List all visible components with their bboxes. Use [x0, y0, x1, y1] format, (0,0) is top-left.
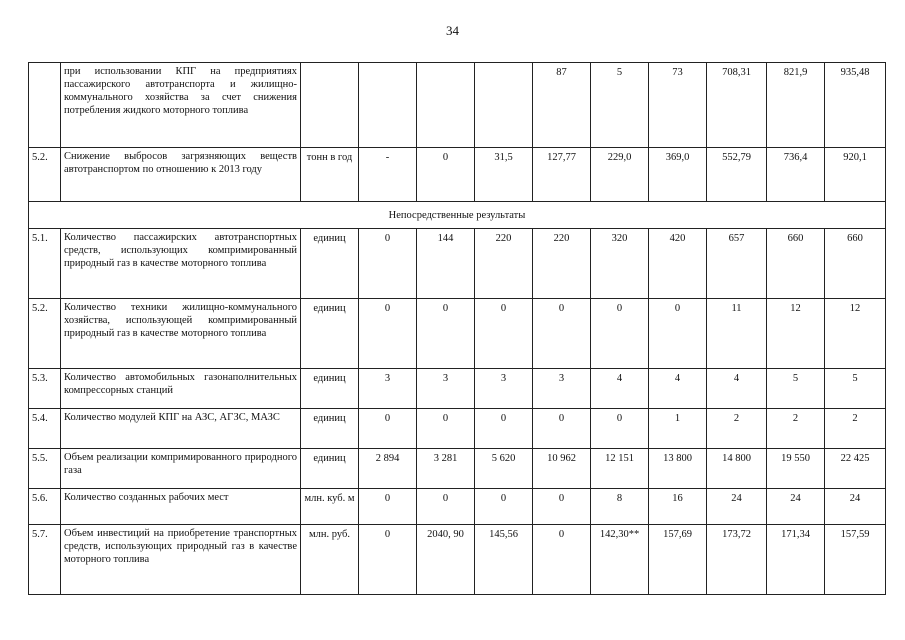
row-description: при использовании КПГ на предприятиях пассажирского автотранспорта и жилищно-коммунального хозяйства за счет снижения потребления жидкого моторного топлива	[61, 63, 301, 148]
value-cell: 0	[591, 409, 649, 449]
value-cell: 16	[649, 489, 707, 525]
value-cell: 708,31	[707, 63, 767, 148]
value-cell: 660	[767, 229, 825, 299]
row-index: 5.5.	[29, 449, 61, 489]
value-cell: 22 425	[825, 449, 886, 489]
value-cell: 4	[707, 369, 767, 409]
value-cell: 935,48	[825, 63, 886, 148]
value-cell: 127,77	[533, 148, 591, 202]
value-cell: 0	[649, 299, 707, 369]
value-cell: 12	[767, 299, 825, 369]
section-row	[29, 202, 886, 229]
table-row	[29, 369, 886, 409]
value-cell: 0	[417, 148, 475, 202]
value-cell: 552,79	[707, 148, 767, 202]
value-cell: 87	[533, 63, 591, 148]
value-cell: 13 800	[649, 449, 707, 489]
value-cell: 5	[591, 63, 649, 148]
value-cell: 3	[417, 369, 475, 409]
value-cell: 2 894	[359, 449, 417, 489]
value-cell: 1	[649, 409, 707, 449]
row-unit: единиц	[301, 229, 359, 299]
value-cell: 171,34	[767, 525, 825, 595]
value-cell: 5	[767, 369, 825, 409]
value-cell: 2	[707, 409, 767, 449]
value-cell: 320	[591, 229, 649, 299]
value-cell: 24	[767, 489, 825, 525]
value-cell: 0	[475, 299, 533, 369]
value-cell: 0	[359, 229, 417, 299]
value-cell: 0	[475, 409, 533, 449]
value-cell: 157,59	[825, 525, 886, 595]
value-cell: 0	[533, 525, 591, 595]
row-description: Количество созданных рабочих мест	[61, 489, 301, 525]
row-unit: единиц	[301, 449, 359, 489]
row-description: Количество автомобильных газонаполнительных компрессорных станций	[61, 369, 301, 409]
value-cell: 12 151	[591, 449, 649, 489]
value-cell: 144	[417, 229, 475, 299]
value-cell: 73	[649, 63, 707, 148]
value-cell: 5	[825, 369, 886, 409]
value-cell: 24	[825, 489, 886, 525]
value-cell: 5 620	[475, 449, 533, 489]
value-cell: 420	[649, 229, 707, 299]
row-description: Количество техники жилищно-коммунального хозяйства, использующей компримированный природный газ в качестве моторного топлива	[61, 299, 301, 369]
row-description: Объем реализации компримированного природного газа	[61, 449, 301, 489]
value-cell: 0	[417, 489, 475, 525]
value-cell: 2	[767, 409, 825, 449]
value-cell: 0	[533, 299, 591, 369]
value-cell: 142,30**	[591, 525, 649, 595]
row-description: Количество пассажирских автотранспортных средств, использующих компримированный природный газ в качестве моторного топлива	[61, 229, 301, 299]
page-number: 34	[446, 23, 459, 38]
value-cell	[417, 63, 475, 148]
row-index: 5.2.	[29, 299, 61, 369]
table-row	[29, 63, 886, 148]
value-cell: 660	[825, 229, 886, 299]
value-cell: 736,4	[767, 148, 825, 202]
value-cell: 3	[533, 369, 591, 409]
row-unit: млн. руб.	[301, 525, 359, 595]
row-index	[29, 63, 61, 148]
value-cell: 2	[825, 409, 886, 449]
value-cell: 229,0	[591, 148, 649, 202]
value-cell: 3 281	[417, 449, 475, 489]
value-cell: 157,69	[649, 525, 707, 595]
value-cell: 0	[417, 409, 475, 449]
table-body-bottom	[29, 229, 886, 595]
value-cell: 4	[649, 369, 707, 409]
value-cell: 4	[591, 369, 649, 409]
value-cell: 0	[475, 489, 533, 525]
value-cell: 220	[533, 229, 591, 299]
value-cell: 0	[533, 489, 591, 525]
value-cell: 0	[591, 299, 649, 369]
value-cell: 10 962	[533, 449, 591, 489]
value-cell	[475, 63, 533, 148]
value-cell: 0	[359, 489, 417, 525]
table-row	[29, 449, 886, 489]
row-description: Количество модулей КПГ на АЗС, АГЗС, МАЗС	[61, 409, 301, 449]
value-cell: 31,5	[475, 148, 533, 202]
value-cell: 0	[533, 409, 591, 449]
table-row	[29, 489, 886, 525]
row-unit: единиц	[301, 409, 359, 449]
value-cell: 14 800	[707, 449, 767, 489]
value-cell: 0	[359, 409, 417, 449]
value-cell: 19 550	[767, 449, 825, 489]
row-index: 5.4.	[29, 409, 61, 449]
row-unit: единиц	[301, 369, 359, 409]
value-cell: 173,72	[707, 525, 767, 595]
value-cell: 11	[707, 299, 767, 369]
indicators-table	[28, 62, 886, 595]
value-cell: 821,9	[767, 63, 825, 148]
value-cell: 657	[707, 229, 767, 299]
value-cell: 369,0	[649, 148, 707, 202]
value-cell: 0	[359, 525, 417, 595]
row-index: 5.7.	[29, 525, 61, 595]
table-row	[29, 299, 886, 369]
value-cell: 3	[359, 369, 417, 409]
row-unit: тонн в год	[301, 148, 359, 202]
row-index: 5.3.	[29, 369, 61, 409]
row-unit: млн. куб. м	[301, 489, 359, 525]
value-cell: 3	[475, 369, 533, 409]
table-row	[29, 409, 886, 449]
table-body-top	[29, 63, 886, 202]
table-row	[29, 148, 886, 202]
value-cell: 0	[359, 299, 417, 369]
row-description: Снижение выбросов загрязняющих веществ автотранспортом по отношению к 2013 году	[61, 148, 301, 202]
table-row	[29, 525, 886, 595]
value-cell: 220	[475, 229, 533, 299]
section-title: Непосредственные результаты	[29, 202, 886, 229]
value-cell: 8	[591, 489, 649, 525]
row-index: 5.6.	[29, 489, 61, 525]
row-description: Объем инвестиций на приобретение транспортных средств, использующих природный газ в качестве моторного топлива	[61, 525, 301, 595]
table-section	[29, 202, 886, 229]
value-cell: 2040, 90	[417, 525, 475, 595]
value-cell: 24	[707, 489, 767, 525]
value-cell	[359, 63, 417, 148]
value-cell: 12	[825, 299, 886, 369]
table-row	[29, 229, 886, 299]
row-unit	[301, 63, 359, 148]
value-cell: -	[359, 148, 417, 202]
value-cell: 0	[417, 299, 475, 369]
row-index: 5.1.	[29, 229, 61, 299]
value-cell: 145,56	[475, 525, 533, 595]
row-unit: единиц	[301, 299, 359, 369]
row-index: 5.2.	[29, 148, 61, 202]
value-cell: 920,1	[825, 148, 886, 202]
